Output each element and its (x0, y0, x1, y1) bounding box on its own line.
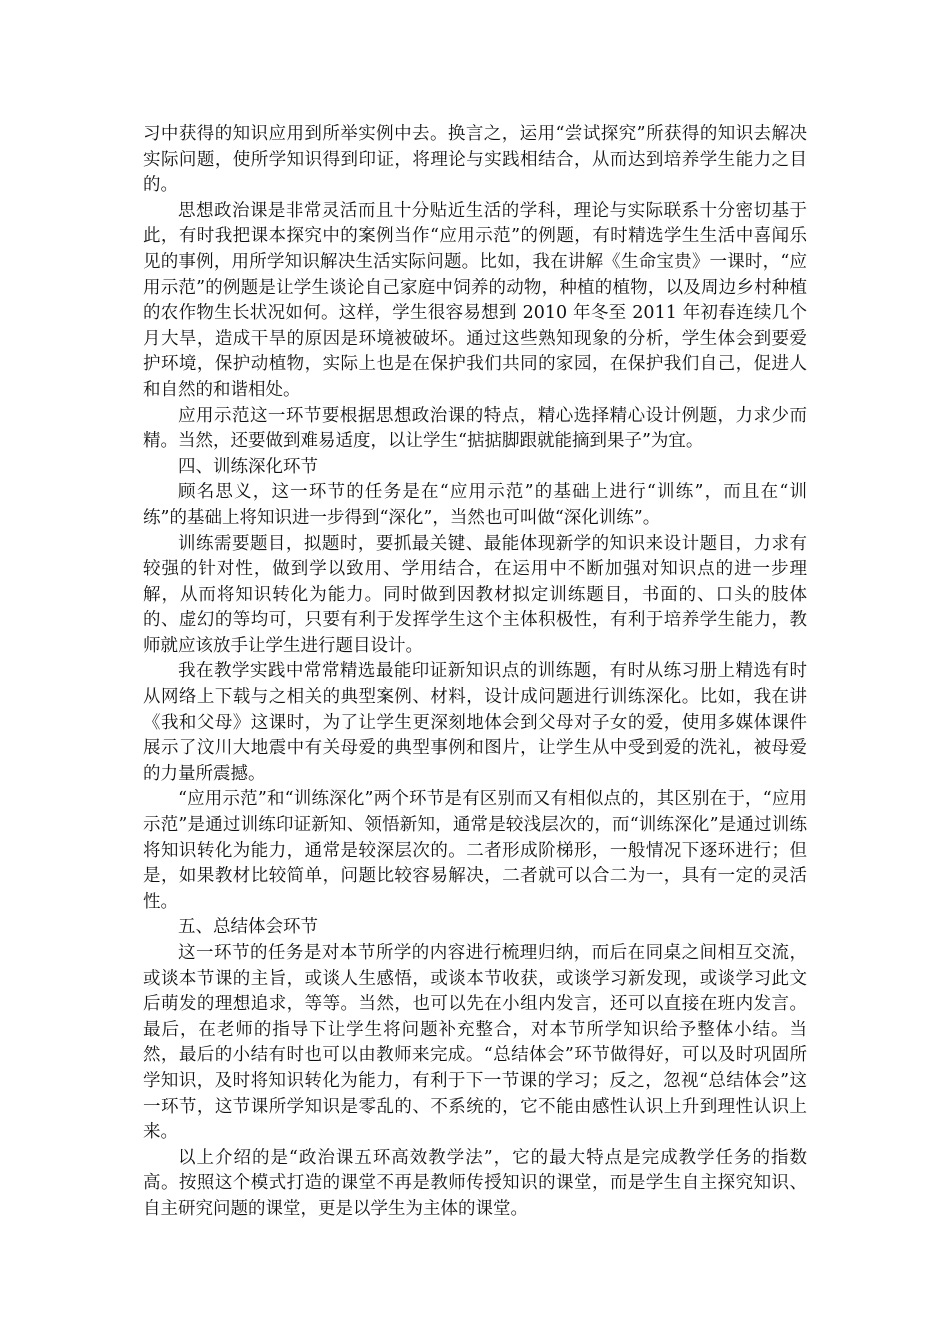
paragraph-comparison: “应用示范”和“训练深化”两个环节是有区别而又有相似点的，其区别在于，“应用示范”是通过训练印证新知、领悟新知，通常是较浅层次的，而“训练深化”是通过训练将知识转化为能力，通常是较深层次的。二者形成阶梯形，一般情况下逐环进行；但是，如果教材比较简单，问题比较容易解决，二者就可以合二为一，具有一定的灵活性。 (143, 789, 807, 912)
section-heading-training: 四、训练深化环节 (178, 456, 318, 477)
paragraph-conclusion: 以上介绍的是“政治课五环高效教学法”，它的最大特点是完成教学任务的指数高。按照这个模式打造的课堂不再是教师传授知识的课堂，而是学生自主探究知识、自主研究问题的课堂，更是以学生为主体的课堂。 (143, 1147, 807, 1219)
paragraph-training-definition: 顾名思义，这一环节的任务是在“应用示范”的基础上进行“训练”，而且在“训练”的基础上将知识进一步得到“深化”，当然也可叫做“深化训练”。 (143, 482, 807, 528)
paragraph-summary-task: 这一环节的任务是对本节所学的内容进行梳理归纳，而后在同桌之间相互交流，或谈本节课的主旨，或谈人生感悟，或谈本节收获，或谈学习新发现，或谈学习此文后萌发的理想追求，等等。当然，也可以先在小组内发言，还可以直接在班内发言。最后，在老师的指导下让学生将问题补充整合，对本节所学知识给予整体小结。当然，最后的小结有时也可以由教师来完成。“总结体会”环节做得好，可以及时巩固所学知识，及时将知识转化为能力，有利于下一节课的学习；反之，忽视“总结体会”这一环节，这节课所学知识是零乱的、不系统的，它不能由感性认识上升到理性认识上来。 (143, 943, 807, 1143)
paragraph-training-example: 我在教学实践中常常精选最能印证新知识点的训练题，有时从练习册上精选有时从网络上下载与之相关的典型案例、材料，设计成问题进行训练深化。比如，我在讲《我和父母》这课时，为了让学生更深刻地体会到父母对子女的爱，使用多媒体课件展示了汶川大地震中有关母爱的典型事例和图片，让学生从中受到爱的洗礼，被母爱的力量所震撼。 (143, 661, 807, 784)
paragraph-continuation: 习中获得的知识应用到所举实例中去。换言之，运用“尝试探究”所获得的知识去解决实际问题，使所学知识得到印证，将理论与实践相结合，从而达到培养学生能力之目的。 (143, 124, 807, 196)
paragraph-application-demo: 思想政治课是非常灵活而且十分贴近生活的学科，理论与实际联系十分密切基于此，有时我把课本探究中的案例当作“应用示范”的例题，有时精选学生生活中喜闻乐见的事例，用所学知识解决生活实际问题。比如，我在讲解《生命宝贵》一课时，“应用示范”的例题是让学生谈论自己家庭中饲养的动物，种植的植物，以及周边乡村种植的农作物生长状况如何。这样，学生很容易想到 2010 年冬至 2011 年初春连续几个月大旱，造成干旱的原因是环境被破坏。通过这些熟知现象的分析，学生体会到要爱护环境，保护动植物，实际上也是在保护我们共同的家园，在保护我们自己，促进人和自然的和谐相处。 (143, 200, 807, 400)
document-page (143, 122, 807, 1223)
section-heading-summary: 五、总结体会环节 (178, 917, 318, 938)
paragraph-training-questions: 训练需要题目，拟题时，要抓最关键、最能体现新学的知识来设计题目，力求有较强的针对性，做到学以致用、学用结合，在运用中不断加强对知识点的进一步理解，从而将知识转化为能力。同时做到因教材拟定训练题目，书面的、口头的肢体的、虚幻的等均可，只要有利于发挥学生这个主体积极性，有利于培养学生能力，教师就应该放手让学生进行题目设计。 (143, 533, 807, 656)
paragraph-application-principle: 应用示范这一环节要根据思想政治课的特点，精心选择精心设计例题，力求少而精。当然，还要做到难易适度，以让学生“掂掂脚跟就能摘到果子”为宜。 (143, 405, 807, 452)
